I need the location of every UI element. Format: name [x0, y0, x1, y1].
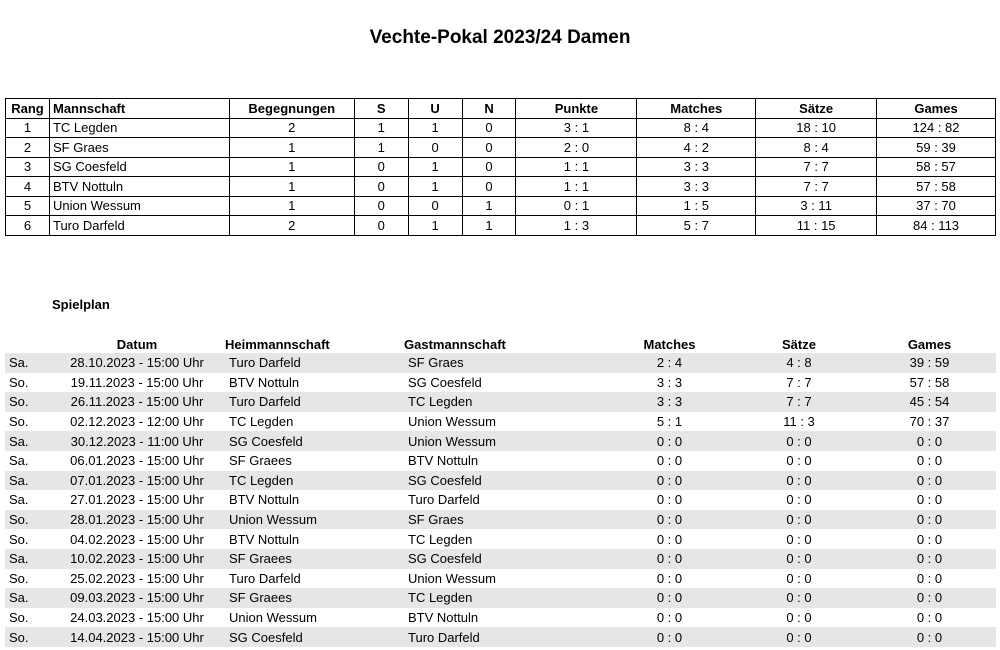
- standings-cell-rank: 3: [6, 157, 50, 177]
- standings-cell-games: 84 : 113: [877, 216, 996, 236]
- schedule-cell-weekday: So.: [9, 512, 29, 528]
- schedule-cell-away-team: TC Legden: [408, 590, 473, 606]
- schedule-cell-games: 0 : 0: [916, 453, 943, 469]
- schedule-cell-games: 57 : 58: [909, 374, 950, 390]
- schedule-cell-date: 30.12.2023 - 11:00 Uhr: [70, 433, 204, 449]
- schedule-cell-date: 07.01.2023 - 15:00 Uhr: [70, 472, 204, 488]
- schedule-cell-date: 14.04.2023 - 15:00 Uhr: [70, 629, 204, 645]
- schedule-cell-sets: 0 : 0: [786, 472, 812, 488]
- schedule-cell-home-team: SF Graees: [229, 453, 292, 469]
- schedule-cell-date: 06.01.2023 - 15:00 Uhr: [70, 453, 204, 469]
- schedule-cell-date: 25.02.2023 - 15:00 Uhr: [70, 570, 204, 586]
- standings-cell-team: SG Coesfeld: [49, 157, 229, 177]
- standings-row: [6, 196, 996, 216]
- schedule-row: [5, 529, 996, 549]
- schedule-cell-weekday: Sa.: [9, 590, 29, 606]
- schedule-cell-matches: 0 : 0: [656, 512, 683, 528]
- schedule-cell-sets: 11 : 3: [783, 414, 815, 430]
- schedule-cell-home-team: SF Graees: [229, 551, 292, 567]
- standings-row: [6, 216, 996, 236]
- standings-cell-games: 124 : 82: [877, 118, 996, 138]
- schedule-cell-home-team: Union Wessum: [229, 512, 317, 528]
- standings-cell-points: 1 : 1: [516, 177, 637, 197]
- schedule-cell-matches: 2 : 4: [656, 355, 683, 371]
- schedule-cell-away-team: SF Graes: [408, 355, 464, 371]
- schedule-cell-weekday: Sa.: [9, 355, 29, 371]
- standings-row: [6, 138, 996, 158]
- schedule-cell-home-team: TC Legden: [229, 472, 294, 488]
- schedule-cell-matches: 3 : 3: [656, 374, 683, 390]
- standings-cell-points: 3 : 1: [516, 118, 637, 138]
- schedule-section-title: Spielplan: [52, 297, 110, 312]
- standings-cell-matches: 1 : 5: [637, 196, 756, 216]
- schedule-cell-games: 0 : 0: [916, 551, 943, 567]
- standings-header-losses: N: [462, 99, 516, 119]
- standings-header-matches-played: Begegnungen: [229, 99, 354, 119]
- schedule-table: [5, 335, 996, 647]
- schedule-cell-date: 19.11.2023 - 15:00 Uhr: [70, 374, 204, 390]
- schedule-cell-weekday: So.: [9, 374, 29, 390]
- standings-cell-games: 37 : 70: [877, 196, 996, 216]
- page-title: Vechte-Pokal 2023/24 Damen: [369, 27, 631, 48]
- standings-row: [6, 177, 996, 197]
- standings-cell-wins: 1: [354, 118, 408, 138]
- schedule-cell-games: 0 : 0: [916, 531, 943, 547]
- schedule-cell-games: 0 : 0: [916, 512, 943, 528]
- schedule-cell-games: 0 : 0: [916, 472, 943, 488]
- schedule-cell-home-team: SF Graees: [229, 590, 292, 606]
- standings-cell-team: BTV Nottuln: [49, 177, 229, 197]
- standings-cell-rank: 5: [6, 196, 50, 216]
- standings-cell-matches-played: 1: [229, 138, 354, 158]
- standings-header-points: Punkte: [516, 99, 637, 119]
- standings-cell-wins: 0: [354, 177, 408, 197]
- standings-cell-team: TC Legden: [49, 118, 229, 138]
- schedule-cell-away-team: SF Graes: [408, 512, 464, 528]
- schedule-cell-date: 09.03.2023 - 15:00 Uhr: [70, 590, 204, 606]
- standings-cell-sets: 18 : 10: [756, 118, 877, 138]
- standings-cell-sets: 7 : 7: [756, 177, 877, 197]
- schedule-cell-sets: 0 : 0: [786, 453, 812, 469]
- standings-cell-sets: 3 : 11: [756, 196, 877, 216]
- schedule-cell-weekday: So.: [9, 610, 29, 626]
- schedule-cell-home-team: BTV Nottuln: [229, 531, 300, 547]
- schedule-cell-sets: 0 : 0: [786, 531, 812, 547]
- standings-cell-draws: 0: [408, 196, 462, 216]
- standings-cell-draws: 1: [408, 216, 462, 236]
- standings-cell-rank: 6: [6, 216, 50, 236]
- schedule-cell-games: 0 : 0: [916, 570, 943, 586]
- standings-header-wins: S: [354, 99, 408, 119]
- schedule-cell-sets: 7 : 7: [786, 374, 812, 390]
- schedule-cell-games: 0 : 0: [916, 629, 943, 645]
- schedule-cell-matches: 0 : 0: [656, 551, 683, 567]
- standings-cell-points: 2 : 0: [516, 138, 637, 158]
- standings-cell-matches-played: 2: [229, 118, 354, 138]
- schedule-cell-weekday: Sa.: [9, 433, 29, 449]
- standings-cell-losses: 0: [462, 138, 516, 158]
- schedule-row: [5, 569, 996, 589]
- schedule-cell-home-team: SG Coesfeld: [229, 433, 303, 449]
- standings-cell-draws: 1: [408, 118, 462, 138]
- schedule-cell-date: 28.01.2023 - 15:00 Uhr: [70, 512, 204, 528]
- standings-cell-wins: 1: [354, 138, 408, 158]
- standings-cell-points: 0 : 1: [516, 196, 637, 216]
- standings-body: [6, 118, 996, 235]
- standings-cell-wins: 0: [354, 196, 408, 216]
- schedule-cell-date: 26.11.2023 - 15:00 Uhr: [70, 394, 204, 410]
- schedule-header-row: [5, 335, 996, 353]
- schedule-row: [5, 392, 996, 412]
- standings-cell-losses: 1: [462, 216, 516, 236]
- schedule-cell-date: 10.02.2023 - 15:00 Uhr: [70, 551, 204, 567]
- schedule-cell-sets: 0 : 0: [786, 512, 812, 528]
- schedule-cell-weekday: Sa.: [9, 551, 29, 567]
- schedule-cell-away-team: SG Coesfeld: [408, 551, 482, 567]
- standings-cell-matches-played: 1: [229, 196, 354, 216]
- schedule-cell-away-team: BTV Nottuln: [408, 453, 479, 469]
- standings-header-matches: Matches: [637, 99, 756, 119]
- standings-cell-losses: 0: [462, 157, 516, 177]
- schedule-row: [5, 353, 996, 373]
- standings-cell-matches-played: 1: [229, 157, 354, 177]
- schedule-cell-away-team: BTV Nottuln: [408, 610, 479, 626]
- schedule-cell-games: 0 : 0: [916, 590, 943, 606]
- schedule-cell-home-team: BTV Nottuln: [229, 374, 300, 390]
- standings-cell-draws: 0: [408, 138, 462, 158]
- schedule-cell-date: 02.12.2023 - 12:00 Uhr: [70, 414, 204, 430]
- schedule-cell-date: 28.10.2023 - 15:00 Uhr: [70, 355, 204, 371]
- schedule-cell-home-team: Turo Darfeld: [229, 394, 301, 410]
- schedule-cell-away-team: Turo Darfeld: [408, 492, 480, 508]
- schedule-cell-sets: 0 : 0: [786, 433, 812, 449]
- schedule-cell-away-team: TC Legden: [408, 531, 473, 547]
- schedule-cell-games: 0 : 0: [916, 610, 943, 626]
- schedule-row: [5, 451, 996, 471]
- standings-cell-draws: 1: [408, 177, 462, 197]
- standings-cell-losses: 1: [462, 196, 516, 216]
- standings-cell-matches-played: 2: [229, 216, 354, 236]
- standings-cell-rank: 4: [6, 177, 50, 197]
- schedule-cell-home-team: SG Coesfeld: [229, 629, 303, 645]
- schedule-cell-matches: 0 : 0: [656, 590, 683, 606]
- schedule-cell-matches: 0 : 0: [656, 629, 683, 645]
- schedule-cell-sets: 0 : 0: [786, 570, 812, 586]
- standings-cell-rank: 1: [6, 118, 50, 138]
- schedule-cell-matches: 0 : 0: [656, 492, 683, 508]
- standings-cell-team: Union Wessum: [49, 196, 229, 216]
- standings-cell-rank: 2: [6, 138, 50, 158]
- schedule-header-home-team: Heimmannschaft: [225, 336, 330, 352]
- schedule-cell-sets: 7 : 7: [786, 394, 812, 410]
- standings-cell-losses: 0: [462, 118, 516, 138]
- schedule-cell-away-team: TC Legden: [408, 394, 473, 410]
- standings-header-rank: Rang: [6, 99, 50, 119]
- standings-header-games: Games: [877, 99, 996, 119]
- schedule-header-games: Games: [907, 336, 952, 352]
- schedule-row: [5, 412, 996, 432]
- standings-header-team: Mannschaft: [49, 99, 229, 119]
- schedule-row: [5, 608, 996, 628]
- schedule-row: [5, 510, 996, 530]
- schedule-cell-weekday: So.: [9, 629, 29, 645]
- schedule-cell-games: 0 : 0: [916, 492, 943, 508]
- schedule-cell-home-team: TC Legden: [229, 414, 294, 430]
- schedule-body: [5, 353, 996, 647]
- standings-table: [5, 98, 996, 236]
- schedule-cell-sets: 0 : 0: [786, 551, 812, 567]
- schedule-cell-sets: 0 : 0: [786, 610, 812, 626]
- standings-cell-games: 57 : 58: [877, 177, 996, 197]
- standings-row: [6, 118, 996, 138]
- standings-cell-losses: 0: [462, 177, 516, 197]
- schedule-cell-away-team: Union Wessum: [408, 414, 496, 430]
- schedule-cell-sets: 0 : 0: [786, 629, 812, 645]
- schedule-header-away-team: Gastmannschaft: [404, 336, 506, 352]
- schedule-cell-matches: 0 : 0: [656, 570, 683, 586]
- standings-cell-games: 58 : 57: [877, 157, 996, 177]
- schedule-cell-date: 04.02.2023 - 15:00 Uhr: [70, 531, 204, 547]
- schedule-cell-weekday: Sa.: [9, 492, 29, 508]
- standings-cell-points: 1 : 1: [516, 157, 637, 177]
- schedule-row: [5, 549, 996, 569]
- standings-cell-matches: 3 : 3: [637, 177, 756, 197]
- schedule-cell-matches: 0 : 0: [656, 610, 683, 626]
- schedule-cell-games: 39 : 59: [909, 355, 950, 371]
- standings-header-sets: Sätze: [756, 99, 877, 119]
- schedule-cell-date: 27.01.2023 - 15:00 Uhr: [70, 492, 204, 508]
- standings-cell-points: 1 : 3: [516, 216, 637, 236]
- schedule-cell-matches: 3 : 3: [656, 394, 683, 410]
- schedule-cell-weekday: So.: [9, 570, 29, 586]
- schedule-cell-away-team: SG Coesfeld: [408, 374, 482, 390]
- standings-cell-wins: 0: [354, 216, 408, 236]
- standings-cell-games: 59 : 39: [877, 138, 996, 158]
- standings-header-draws: U: [408, 99, 462, 119]
- standings-cell-sets: 8 : 4: [756, 138, 877, 158]
- schedule-cell-away-team: Turo Darfeld: [408, 629, 480, 645]
- schedule-row: [5, 588, 996, 608]
- schedule-cell-away-team: Union Wessum: [408, 570, 496, 586]
- standings-cell-matches-played: 1: [229, 177, 354, 197]
- schedule-cell-games: 0 : 0: [916, 433, 943, 449]
- schedule-cell-matches: 0 : 0: [656, 433, 683, 449]
- schedule-header-matches: Matches: [643, 336, 696, 352]
- standings-cell-team: Turo Darfeld: [49, 216, 229, 236]
- schedule-cell-matches: 5 : 1: [656, 414, 683, 430]
- schedule-header-sets: Sätze: [782, 336, 816, 352]
- schedule-cell-games: 45 : 54: [909, 394, 950, 410]
- standings-cell-matches: 3 : 3: [637, 157, 756, 177]
- schedule-cell-away-team: SG Coesfeld: [408, 472, 482, 488]
- schedule-row: [5, 490, 996, 510]
- schedule-cell-weekday: So.: [9, 414, 29, 430]
- schedule-cell-date: 24.03.2023 - 15:00 Uhr: [70, 610, 204, 626]
- schedule-cell-weekday: So.: [9, 394, 29, 410]
- standings-cell-team: SF Graes: [49, 138, 229, 158]
- schedule-cell-matches: 0 : 0: [656, 472, 683, 488]
- schedule-cell-weekday: Sa.: [9, 472, 29, 488]
- schedule-cell-matches: 0 : 0: [656, 453, 683, 469]
- standings-cell-sets: 11 : 15: [756, 216, 877, 236]
- standings-cell-matches: 5 : 7: [637, 216, 756, 236]
- schedule-row: [5, 471, 996, 491]
- schedule-cell-home-team: Turo Darfeld: [229, 355, 301, 371]
- standings-cell-wins: 0: [354, 157, 408, 177]
- schedule-row: [5, 373, 996, 393]
- schedule-cell-away-team: Union Wessum: [408, 433, 496, 449]
- schedule-cell-home-team: Turo Darfeld: [229, 570, 301, 586]
- schedule-cell-sets: 4 : 8: [786, 355, 812, 371]
- standings-header-row: [6, 99, 996, 119]
- standings-cell-matches: 8 : 4: [637, 118, 756, 138]
- schedule-cell-games: 70 : 37: [909, 414, 950, 430]
- standings-cell-sets: 7 : 7: [756, 157, 877, 177]
- schedule-header-weekday: [5, 335, 49, 353]
- schedule-cell-sets: 0 : 0: [786, 492, 812, 508]
- standings-cell-draws: 1: [408, 157, 462, 177]
- standings-cell-matches: 4 : 2: [637, 138, 756, 158]
- schedule-cell-home-team: Union Wessum: [229, 610, 317, 626]
- schedule-row: [5, 627, 996, 647]
- schedule-header-date: Datum: [116, 336, 158, 352]
- schedule-cell-sets: 0 : 0: [786, 590, 812, 606]
- schedule-cell-home-team: BTV Nottuln: [229, 492, 300, 508]
- schedule-row: [5, 431, 996, 451]
- schedule-cell-matches: 0 : 0: [656, 531, 683, 547]
- schedule-cell-weekday: So.: [9, 531, 29, 547]
- schedule-cell-weekday: Sa.: [9, 453, 29, 469]
- standings-row: [6, 157, 996, 177]
